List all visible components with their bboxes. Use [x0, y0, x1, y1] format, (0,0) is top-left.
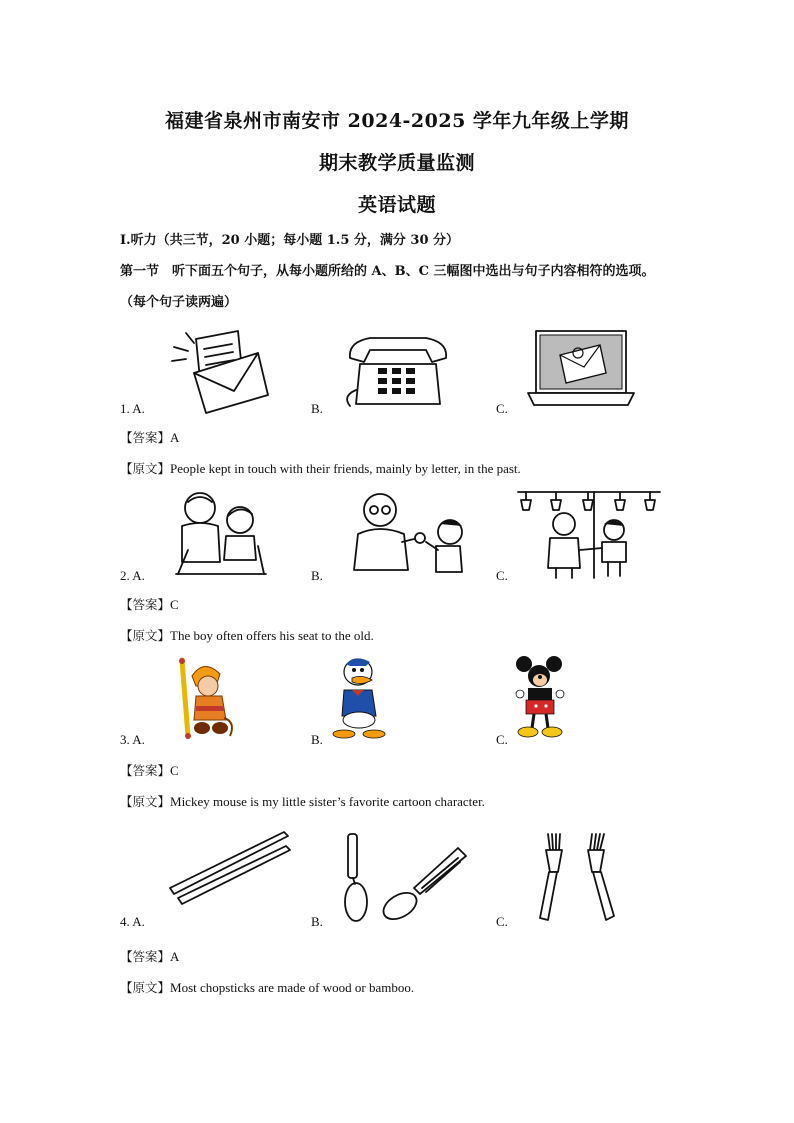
donald-duck-icon [332, 654, 388, 742]
option-c-label: C. [496, 401, 508, 416]
script-tag: 【原文】 [120, 980, 171, 995]
section-instruction: 第一节 听下面五个句子，从每小题所给的 A、B、C 三幅图中选出与句子内容相符的选项。 [120, 264, 655, 279]
script-1 [120, 459, 521, 477]
option-a-label: 1. A. [120, 401, 145, 416]
answer-value: C [170, 597, 179, 612]
section-note: （每个句子读两遍） [120, 295, 238, 310]
option-b-label: B. [311, 732, 323, 747]
spoons-icon [342, 832, 466, 924]
telephone-icon [340, 330, 456, 408]
chopsticks-icon [168, 830, 292, 900]
monkey-king-icon [170, 656, 234, 742]
script-text: Mickey mouse is my little sister’s favorite cartoon character. [170, 794, 485, 809]
answer-tag: 【答案】 [120, 597, 171, 612]
email-laptop-icon [528, 327, 634, 409]
option-c-label: C. [496, 732, 508, 747]
option-c-label: C. [496, 568, 508, 583]
script-text: The boy often offers his seat to the old. [170, 628, 374, 643]
script-2 [120, 626, 374, 644]
answer-tag: 【答案】 [120, 949, 171, 964]
option-a-label: 4. A. [120, 914, 145, 929]
exam-title-line3: 英语试题 [357, 194, 436, 216]
option-b-label: B. [311, 401, 323, 416]
script-tag: 【原文】 [120, 628, 171, 643]
answer-3 [120, 761, 179, 779]
option-a-label: 2. A. [120, 568, 145, 583]
script-tag: 【原文】 [120, 794, 171, 809]
answer-value: A [170, 430, 180, 445]
mickey-mouse-icon [516, 654, 564, 742]
forks-icon [534, 832, 618, 924]
answer-1 [120, 428, 179, 446]
option-c-label: C. [496, 914, 508, 929]
boy-offering-seat-icon [516, 488, 662, 580]
exam-title-line1: 福建省泉州市南安市 2024-2025 学年九年级上学期 [165, 110, 629, 132]
script-3 [120, 792, 485, 810]
option-b-label: B. [311, 914, 323, 929]
option-b-label: B. [311, 568, 323, 583]
section-heading: Ⅰ.听力（共三节，20 小题；每小题 1.5 分，满分 30 分） [120, 233, 460, 248]
script-tag: 【原文】 [120, 461, 171, 476]
script-text: People kept in touch with their friends, mainly by letter, in the past. [170, 461, 521, 476]
option-a-label: 3. A. [120, 732, 145, 747]
answer-tag: 【答案】 [120, 430, 171, 445]
exam-title-line2: 期末教学质量监测 [318, 152, 475, 174]
answer-value: C [170, 763, 179, 778]
answer-2 [120, 595, 179, 613]
old-man-giving-boy-icon [352, 490, 464, 576]
answer-4 [120, 947, 179, 965]
script-4 [120, 978, 414, 996]
script-text: Most chopsticks are made of wood or bamboo. [170, 980, 415, 995]
letters-icon [168, 325, 278, 413]
boy-helping-old-man-icon [168, 490, 270, 576]
answer-value: A [170, 949, 180, 964]
answer-tag: 【答案】 [120, 763, 171, 778]
